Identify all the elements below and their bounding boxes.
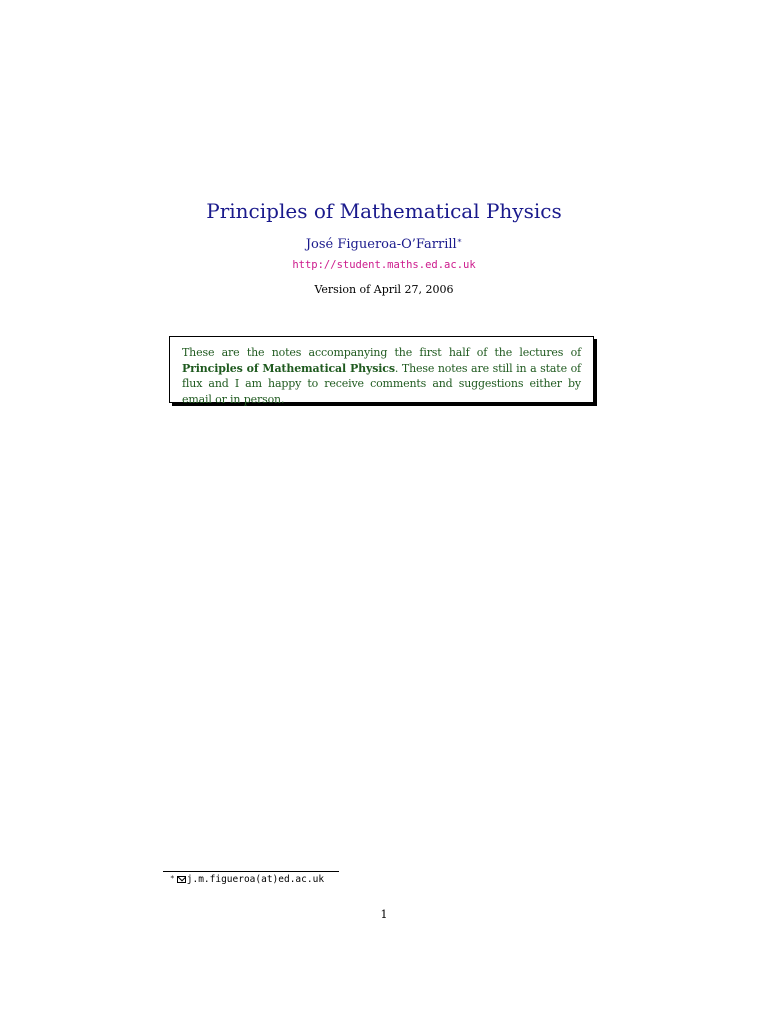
footnote-email: j.m.figueroa(at)ed.ac.uk [186, 874, 325, 885]
page-number: 1 [380, 908, 388, 921]
abstract-text-after: . These notes are still in a state of flux and I am happy to receive comments and suggestions either by email or in person. [182, 361, 581, 406]
footnote-rule [163, 871, 339, 872]
author-line [0, 236, 768, 254]
abstract-course-title: Principles of Mathematical Physics [182, 361, 395, 375]
abstract-text-before: These are the notes accompanying the first half of the lectures of [182, 346, 581, 359]
envelope-icon [177, 876, 186, 883]
footnote [170, 873, 324, 887]
abstract-text [182, 345, 581, 407]
abstract-box [169, 336, 594, 406]
footnote-mark: ∗ [170, 873, 175, 881]
author-footnote-mark: ∗ [456, 236, 463, 245]
author-url-link[interactable]: http://student.maths.ed.ac.uk [292, 259, 476, 271]
version-date: Version of April 27, 2006 [314, 283, 454, 296]
author-name: José Figueroa-O’Farrill [305, 237, 457, 252]
paper-title: Principles of Mathematical Physics [206, 199, 562, 223]
